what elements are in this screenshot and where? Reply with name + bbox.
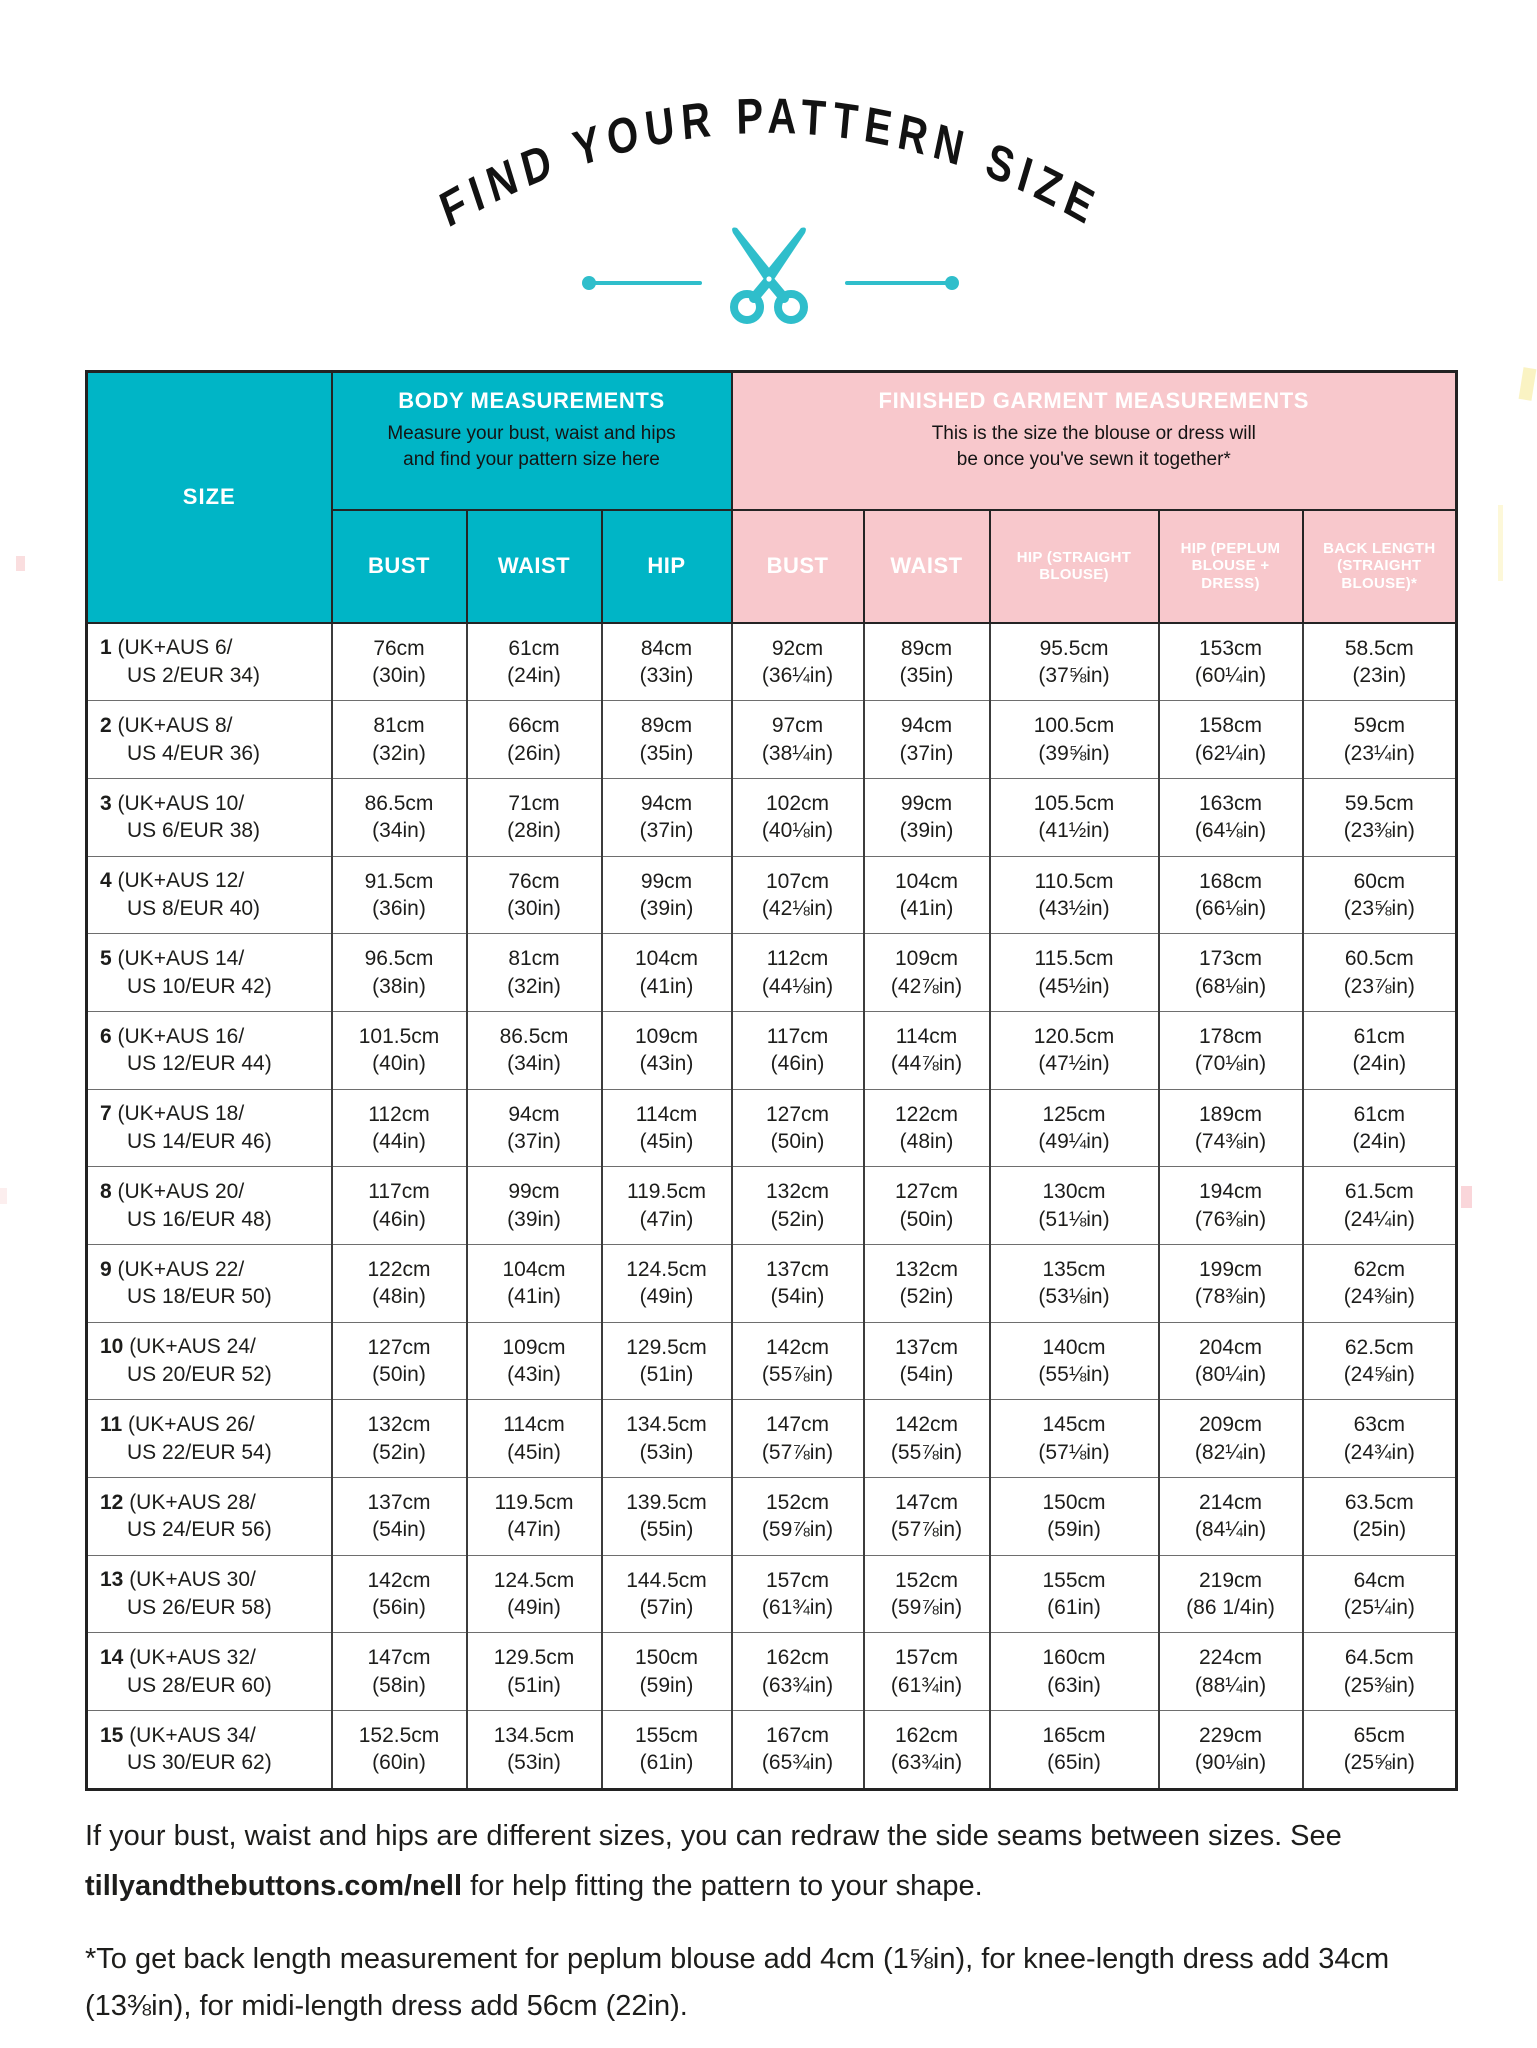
print-artifact [0, 1188, 7, 1204]
table-row [87, 1244, 1457, 1322]
measurement-cell: 167cm (65¾in) [732, 1710, 864, 1789]
measurement-cell: 147cm (57⅞in) [732, 1400, 864, 1478]
measurement-cell: 139.5cm (55in) [602, 1477, 732, 1555]
measurement-cell: 162cm (63¾in) [864, 1710, 990, 1789]
measurement-cell: 158cm (62¼in) [1159, 701, 1303, 779]
measurement-cell: 129.5cm (51in) [467, 1633, 602, 1711]
measurement-cell: 214cm (84¼in) [1159, 1477, 1303, 1555]
measurement-cell: 134.5cm (53in) [602, 1400, 732, 1478]
website-url: tillyandthebuttons.com/nell [85, 1869, 463, 1902]
measurement-cell: 76cm (30in) [467, 856, 602, 934]
measurement-cell: 127cm (50in) [332, 1322, 467, 1400]
table-row [87, 623, 1457, 701]
measurement-cell: 104cm (41in) [467, 1244, 602, 1322]
measurement-cell: 94cm (37in) [864, 701, 990, 779]
measurement-cell: 59.5cm (23⅜in) [1303, 779, 1457, 857]
size-label-cell: 10 (UK+AUS 24/ US 20/EUR 52) [87, 1322, 332, 1400]
measurement-cell: 109cm (43in) [467, 1322, 602, 1400]
measurement-cell: 86.5cm (34in) [332, 779, 467, 857]
table-row [87, 1011, 1457, 1089]
table-row [87, 1555, 1457, 1633]
fitting-note-text-start: If your bust, waist and hips are different sizes, you can redraw the side seams between sizes. See [85, 1820, 1342, 1852]
measurement-cell: 104cm (41in) [864, 856, 990, 934]
measurement-cell: 60cm (23⅝in) [1303, 856, 1457, 934]
measurement-cell: 96.5cm (38in) [332, 934, 467, 1012]
table-row [87, 1477, 1457, 1555]
size-label-cell: 8 (UK+AUS 20/ US 16/EUR 48) [87, 1167, 332, 1245]
measurement-cell: 142cm (55⅞in) [864, 1400, 990, 1478]
print-artifact [1519, 367, 1537, 401]
measurement-cell: 124.5cm (49in) [467, 1555, 602, 1633]
measurement-cell: 155cm (61in) [990, 1555, 1159, 1633]
measurement-cell: 137cm (54in) [864, 1322, 990, 1400]
measurement-cell: 62.5cm (24⅝in) [1303, 1322, 1457, 1400]
measurement-cell: 127cm (50in) [732, 1089, 864, 1167]
measurement-cell: 105.5cm (41½in) [990, 779, 1159, 857]
measurement-cell: 110.5cm (43½in) [990, 856, 1159, 934]
measurement-cell: 122cm (48in) [332, 1244, 467, 1322]
measurement-cell: 142cm (55⅞in) [732, 1322, 864, 1400]
size-label-cell: 4 (UK+AUS 12/ US 8/EUR 40) [87, 856, 332, 934]
size-label-cell: 3 (UK+AUS 10/ US 6/EUR 38) [87, 779, 332, 857]
measurement-cell: 84cm (33in) [602, 623, 732, 701]
measurement-cell: 219cm (86 1/4in) [1159, 1555, 1303, 1633]
finished-garment-header [732, 372, 1457, 510]
table-row [87, 701, 1457, 779]
scissors-icon [714, 224, 824, 324]
body-measurements-subtitle-line2: and find your pattern size here [403, 449, 660, 471]
measurement-cell: 64cm (25¼in) [1303, 1555, 1457, 1633]
measurement-cell: 94cm (37in) [602, 779, 732, 857]
measurement-cell: 120.5cm (47½in) [990, 1011, 1159, 1089]
fitting-note-text-end: for help fitting the pattern to your shape. [462, 1869, 983, 1902]
measurement-cell: 119.5cm (47in) [602, 1167, 732, 1245]
measurement-cell: 81cm (32in) [467, 934, 602, 1012]
measurement-cell: 76cm (30in) [332, 623, 467, 701]
measurement-cell: 60.5cm (23⅞in) [1303, 934, 1457, 1012]
measurement-cell: 102cm (40⅛in) [732, 779, 864, 857]
measurement-cell: 63cm (24¾in) [1303, 1400, 1457, 1478]
measurement-cell: 194cm (76⅜in) [1159, 1167, 1303, 1245]
measurement-cell: 127cm (50in) [864, 1167, 990, 1245]
measurement-cell: 160cm (63in) [990, 1633, 1159, 1711]
body-measurements-subtitle-line1: Measure your bust, waist and hips [387, 423, 676, 444]
size-label-cell: 12 (UK+AUS 28/ US 24/EUR 56) [87, 1477, 332, 1555]
size-label-cell: 2 (UK+AUS 8/ US 4/EUR 36) [87, 701, 332, 779]
size-table-body [87, 623, 1457, 1790]
size-label-cell: 13 (UK+AUS 30/ US 26/EUR 58) [87, 1555, 332, 1633]
table-row [87, 934, 1457, 1012]
measurement-cell: 107cm (42⅛in) [732, 856, 864, 934]
measurement-cell: 140cm (55⅛in) [990, 1322, 1159, 1400]
divider-right-dot [945, 276, 959, 290]
size-label-cell: 11 (UK+AUS 26/ US 22/EUR 54) [87, 1400, 332, 1478]
measurement-cell: 142cm (56in) [332, 1555, 467, 1633]
measurement-cell: 64.5cm (25⅜in) [1303, 1633, 1457, 1711]
measurement-cell: 157cm (61¾in) [864, 1633, 990, 1711]
measurement-cell: 178cm (70⅛in) [1159, 1011, 1303, 1089]
table-row [87, 1167, 1457, 1245]
size-label-cell: 5 (UK+AUS 14/ US 10/EUR 42) [87, 934, 332, 1012]
print-artifact [16, 556, 25, 571]
measurement-cell: 94cm (37in) [467, 1089, 602, 1167]
size-label-cell: 14 (UK+AUS 32/ US 28/EUR 60) [87, 1633, 332, 1711]
page-title: FIND YOUR PATTERN SIZE [433, 87, 1107, 239]
measurement-cell: 137cm (54in) [332, 1477, 467, 1555]
size-chart-table [85, 370, 1458, 1791]
measurement-cell: 89cm (35in) [602, 701, 732, 779]
measurement-cell: 145cm (57⅛in) [990, 1400, 1159, 1478]
measurement-cell: 101.5cm (40in) [332, 1011, 467, 1089]
size-column-header: SIZE [87, 372, 332, 623]
measurement-cell: 100.5cm (39⅝in) [990, 701, 1159, 779]
measurement-cell: 130cm (51⅛in) [990, 1167, 1159, 1245]
measurement-cell: 132cm (52in) [732, 1167, 864, 1245]
measurement-cell: 66cm (26in) [467, 701, 602, 779]
col-header-hip-peplum-blouse-dress: HIP (PEPLUM BLOUSE + DRESS) [1159, 510, 1303, 623]
divider-right-line [845, 281, 955, 285]
measurement-cell: 204cm (80¼in) [1159, 1322, 1303, 1400]
measurement-cell: 61cm (24in) [467, 623, 602, 701]
measurement-cell: 109cm (43in) [602, 1011, 732, 1089]
measurement-cell: 153cm (60¼in) [1159, 623, 1303, 701]
print-artifact [1461, 1186, 1472, 1208]
measurement-cell: 92cm (36¼in) [732, 623, 864, 701]
measurement-cell: 61cm (24in) [1303, 1011, 1457, 1089]
measurement-cell: 119.5cm (47in) [467, 1477, 602, 1555]
measurement-cell: 173cm (68⅛in) [1159, 934, 1303, 1012]
fitting-note [85, 1812, 1415, 1912]
measurement-cell: 62cm (24⅜in) [1303, 1244, 1457, 1322]
divider-left-line [592, 281, 702, 285]
measurement-cell: 117cm (46in) [332, 1167, 467, 1245]
back-length-note: *To get back length measurement for peplum blouse add 4cm (1⅝in), for knee-length dress add 34cm (13⅜in), for midi-length dress add 56cm (22in). [85, 1943, 1390, 2022]
measurement-cell: 112cm (44in) [332, 1089, 467, 1167]
col-header-body-waist: WAIST [467, 510, 602, 623]
measurement-cell: 99cm (39in) [602, 856, 732, 934]
measurement-cell: 162cm (63¾in) [732, 1633, 864, 1711]
measurement-cell: 61cm (24in) [1303, 1089, 1457, 1167]
measurement-cell: 114cm (45in) [602, 1089, 732, 1167]
measurement-cell: 114cm (45in) [467, 1400, 602, 1478]
measurement-cell: 229cm (90⅛in) [1159, 1710, 1303, 1789]
measurement-cell: 165cm (65in) [990, 1710, 1159, 1789]
size-label-cell: 1 (UK+AUS 6/ US 2/EUR 34) [87, 623, 332, 701]
measurement-cell: 104cm (41in) [602, 934, 732, 1012]
measurement-cell: 89cm (35in) [864, 623, 990, 701]
measurement-cell: 152.5cm (60in) [332, 1710, 467, 1789]
measurement-cell: 65cm (25⅝in) [1303, 1710, 1457, 1789]
measurement-cell: 134.5cm (53in) [467, 1710, 602, 1789]
table-row [87, 1710, 1457, 1789]
measurement-cell: 144.5cm (57in) [602, 1555, 732, 1633]
measurement-cell: 150cm (59in) [990, 1477, 1159, 1555]
measurement-cell: 109cm (42⅞in) [864, 934, 990, 1012]
measurement-cell: 124.5cm (49in) [602, 1244, 732, 1322]
measurement-cell: 155cm (61in) [602, 1710, 732, 1789]
table-row [87, 779, 1457, 857]
size-label-cell: 6 (UK+AUS 16/ US 12/EUR 44) [87, 1011, 332, 1089]
body-measurements-title: BODY MEASUREMENTS [398, 388, 665, 413]
measurement-cell: 168cm (66⅛in) [1159, 856, 1303, 934]
table-row [87, 1633, 1457, 1711]
size-label-cell: 9 (UK+AUS 22/ US 18/EUR 50) [87, 1244, 332, 1322]
table-row [87, 1089, 1457, 1167]
measurement-cell: 91.5cm (36in) [332, 856, 467, 934]
measurement-cell: 125cm (49¼in) [990, 1089, 1159, 1167]
table-row [87, 1400, 1457, 1478]
col-header-body-bust: BUST [332, 510, 467, 623]
finished-garment-subtitle-line2: be once you've sewn it together* [956, 449, 1231, 471]
measurement-cell: 95.5cm (37⅝in) [990, 623, 1159, 701]
measurement-cell: 135cm (53⅛in) [990, 1244, 1159, 1322]
measurement-cell: 163cm (64⅛in) [1159, 779, 1303, 857]
measurement-cell: 117cm (46in) [732, 1011, 864, 1089]
measurement-cell: 137cm (54in) [732, 1244, 864, 1322]
col-header-finished-bust: BUST [732, 510, 864, 623]
measurement-cell: 129.5cm (51in) [602, 1322, 732, 1400]
measurement-cell: 61.5cm (24¼in) [1303, 1167, 1457, 1245]
measurement-cell: 152cm (59⅞in) [864, 1555, 990, 1633]
measurement-cell: 86.5cm (34in) [467, 1011, 602, 1089]
measurement-cell: 112cm (44⅛in) [732, 934, 864, 1012]
body-measurements-header [332, 372, 732, 510]
measurement-cell: 209cm (82¼in) [1159, 1400, 1303, 1478]
print-artifact [1498, 505, 1503, 581]
table-row [87, 1322, 1457, 1400]
measurement-cell: 147cm (57⅞in) [864, 1477, 990, 1555]
measurement-cell: 132cm (52in) [332, 1400, 467, 1478]
measurement-cell: 122cm (48in) [864, 1089, 990, 1167]
finished-garment-subtitle-line1: This is the size the blouse or dress will [931, 423, 1256, 444]
measurement-cell: 59cm (23¼in) [1303, 701, 1457, 779]
measurement-cell: 99cm (39in) [864, 779, 990, 857]
measurement-cell: 63.5cm (25in) [1303, 1477, 1457, 1555]
size-label-cell: 7 (UK+AUS 18/ US 14/EUR 46) [87, 1089, 332, 1167]
col-header-hip-straight-blouse: HIP (STRAIGHT BLOUSE) [990, 510, 1159, 623]
measurement-cell: 58.5cm (23in) [1303, 623, 1457, 701]
measurement-cell: 147cm (58in) [332, 1633, 467, 1711]
measurement-cell: 152cm (59⅞in) [732, 1477, 864, 1555]
measurement-cell: 114cm (44⅞in) [864, 1011, 990, 1089]
measurement-cell: 224cm (88¼in) [1159, 1633, 1303, 1711]
col-header-back-length: BACK LENGTH (STRAIGHT BLOUSE)* [1303, 510, 1457, 623]
measurement-cell: 199cm (78⅜in) [1159, 1244, 1303, 1322]
measurement-cell: 97cm (38¼in) [732, 701, 864, 779]
col-header-finished-waist: WAIST [864, 510, 990, 623]
measurement-cell: 150cm (59in) [602, 1633, 732, 1711]
measurement-cell: 189cm (74⅜in) [1159, 1089, 1303, 1167]
measurement-cell: 132cm (52in) [864, 1244, 990, 1322]
finished-garment-title: FINISHED GARMENT MEASUREMENTS [878, 388, 1310, 413]
col-header-body-hip: HIP [602, 510, 732, 623]
measurement-cell: 157cm (61¾in) [732, 1555, 864, 1633]
measurement-cell: 99cm (39in) [467, 1167, 602, 1245]
table-row [87, 856, 1457, 934]
measurement-cell: 115.5cm (45½in) [990, 934, 1159, 1012]
measurement-cell: 71cm (28in) [467, 779, 602, 857]
measurement-cell: 81cm (32in) [332, 701, 467, 779]
size-label-cell: 15 (UK+AUS 34/ US 30/EUR 62) [87, 1710, 332, 1789]
